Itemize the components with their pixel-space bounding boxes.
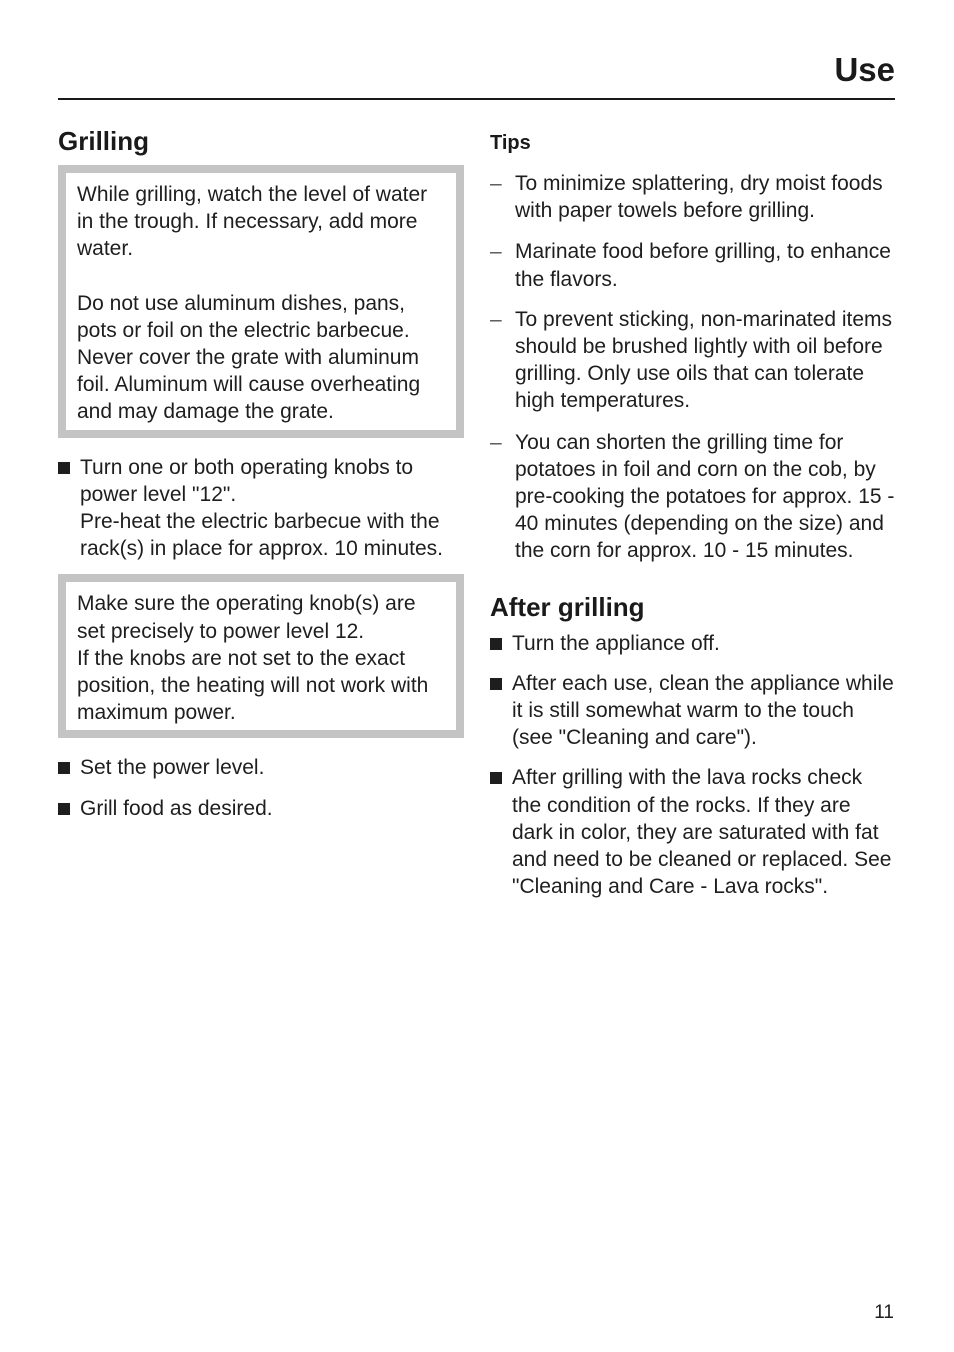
step-set-power [58, 754, 464, 781]
bullet-square-icon [58, 803, 70, 815]
right-column [490, 128, 895, 900]
page-number: 11 [874, 1302, 894, 1323]
tip-text: Marinate food before grilling, to enhance the flavors. [515, 240, 891, 291]
warning-water-level: While grilling, watch the level of water in the trough. If necessary, add more water. [77, 183, 428, 261]
header-divider [58, 98, 895, 100]
tip-text: To prevent sticking, non-marinated items should be brushed lightly with oil before grilling. Only use oils that can tolerate high temperatures. [515, 307, 893, 413]
warning-knob-consequence: If the knobs are not set to the exact position, the heating will not work with maximum power. [77, 646, 429, 725]
bullet-square-icon [490, 638, 502, 650]
after-item-text: Turn the appliance off. [512, 631, 720, 655]
page-section-title: Use [834, 51, 895, 88]
step-grill-food [58, 795, 464, 822]
dash-bullet: – [490, 430, 502, 454]
dash-bullet: – [490, 307, 502, 331]
after-item [490, 630, 895, 657]
step-turn-knobs-text: Turn one or both operating knobs to power level "12". [80, 455, 414, 506]
grilling-heading: Grilling [58, 126, 149, 156]
after-item [490, 764, 895, 900]
step-set-power-text: Set the power level. [80, 756, 265, 780]
dash-bullet: – [490, 172, 502, 195]
tip-item [490, 170, 895, 224]
step-preheat-text: Pre-heat the electric barbecue with the rack(s) in place for approx. 10 minutes. [80, 510, 443, 561]
step-grill-food-text: Grill food as desired. [80, 796, 273, 820]
warning-knob-position: Make sure the operating knob(s) are set precisely to power level 12. [77, 592, 416, 643]
tip-item [490, 306, 895, 415]
bullet-square-icon [490, 678, 502, 690]
after-item-text: After each use, clean the appliance while it is still somewhat warm to the touch (see "Cleaning and care"). [512, 671, 894, 750]
after-grilling-heading: After grilling [490, 591, 645, 622]
warning-aluminum: Do not use aluminum dishes, pans, pots or foil on the electric barbecue. Never cover the grate with aluminum foil. Aluminum will cause overheating and may damage the grate. [77, 291, 421, 424]
dash-bullet: – [490, 240, 502, 264]
tip-item [490, 238, 895, 292]
step-turn-knobs [58, 454, 464, 563]
left-column [58, 124, 464, 822]
bullet-square-icon [58, 462, 70, 474]
after-item [490, 670, 895, 752]
tip-text: You can shorten the grilling time for potatoes in foil and corn on the cob, by pre-cooking the potatoes for approx. 15 - 40 minutes (depending on the size) and the corn for approx. 10 - 15 minutes. [515, 430, 895, 563]
bullet-square-icon [490, 772, 502, 784]
bullet-square-icon [58, 762, 70, 774]
tips-heading: Tips [490, 132, 531, 154]
warning-box-knobs [58, 574, 464, 738]
after-item-text: After grilling with the lava rocks check the condition of the rocks. If they are dark in color, they are saturated with fat and need to be cleaned or replaced. See "Cleaning and Care - Lava rocks". [512, 766, 892, 899]
tip-text: To minimize splattering, dry moist foods with paper towels before grilling. [515, 172, 883, 223]
tip-item [490, 429, 895, 565]
warning-box-grilling [58, 165, 464, 438]
